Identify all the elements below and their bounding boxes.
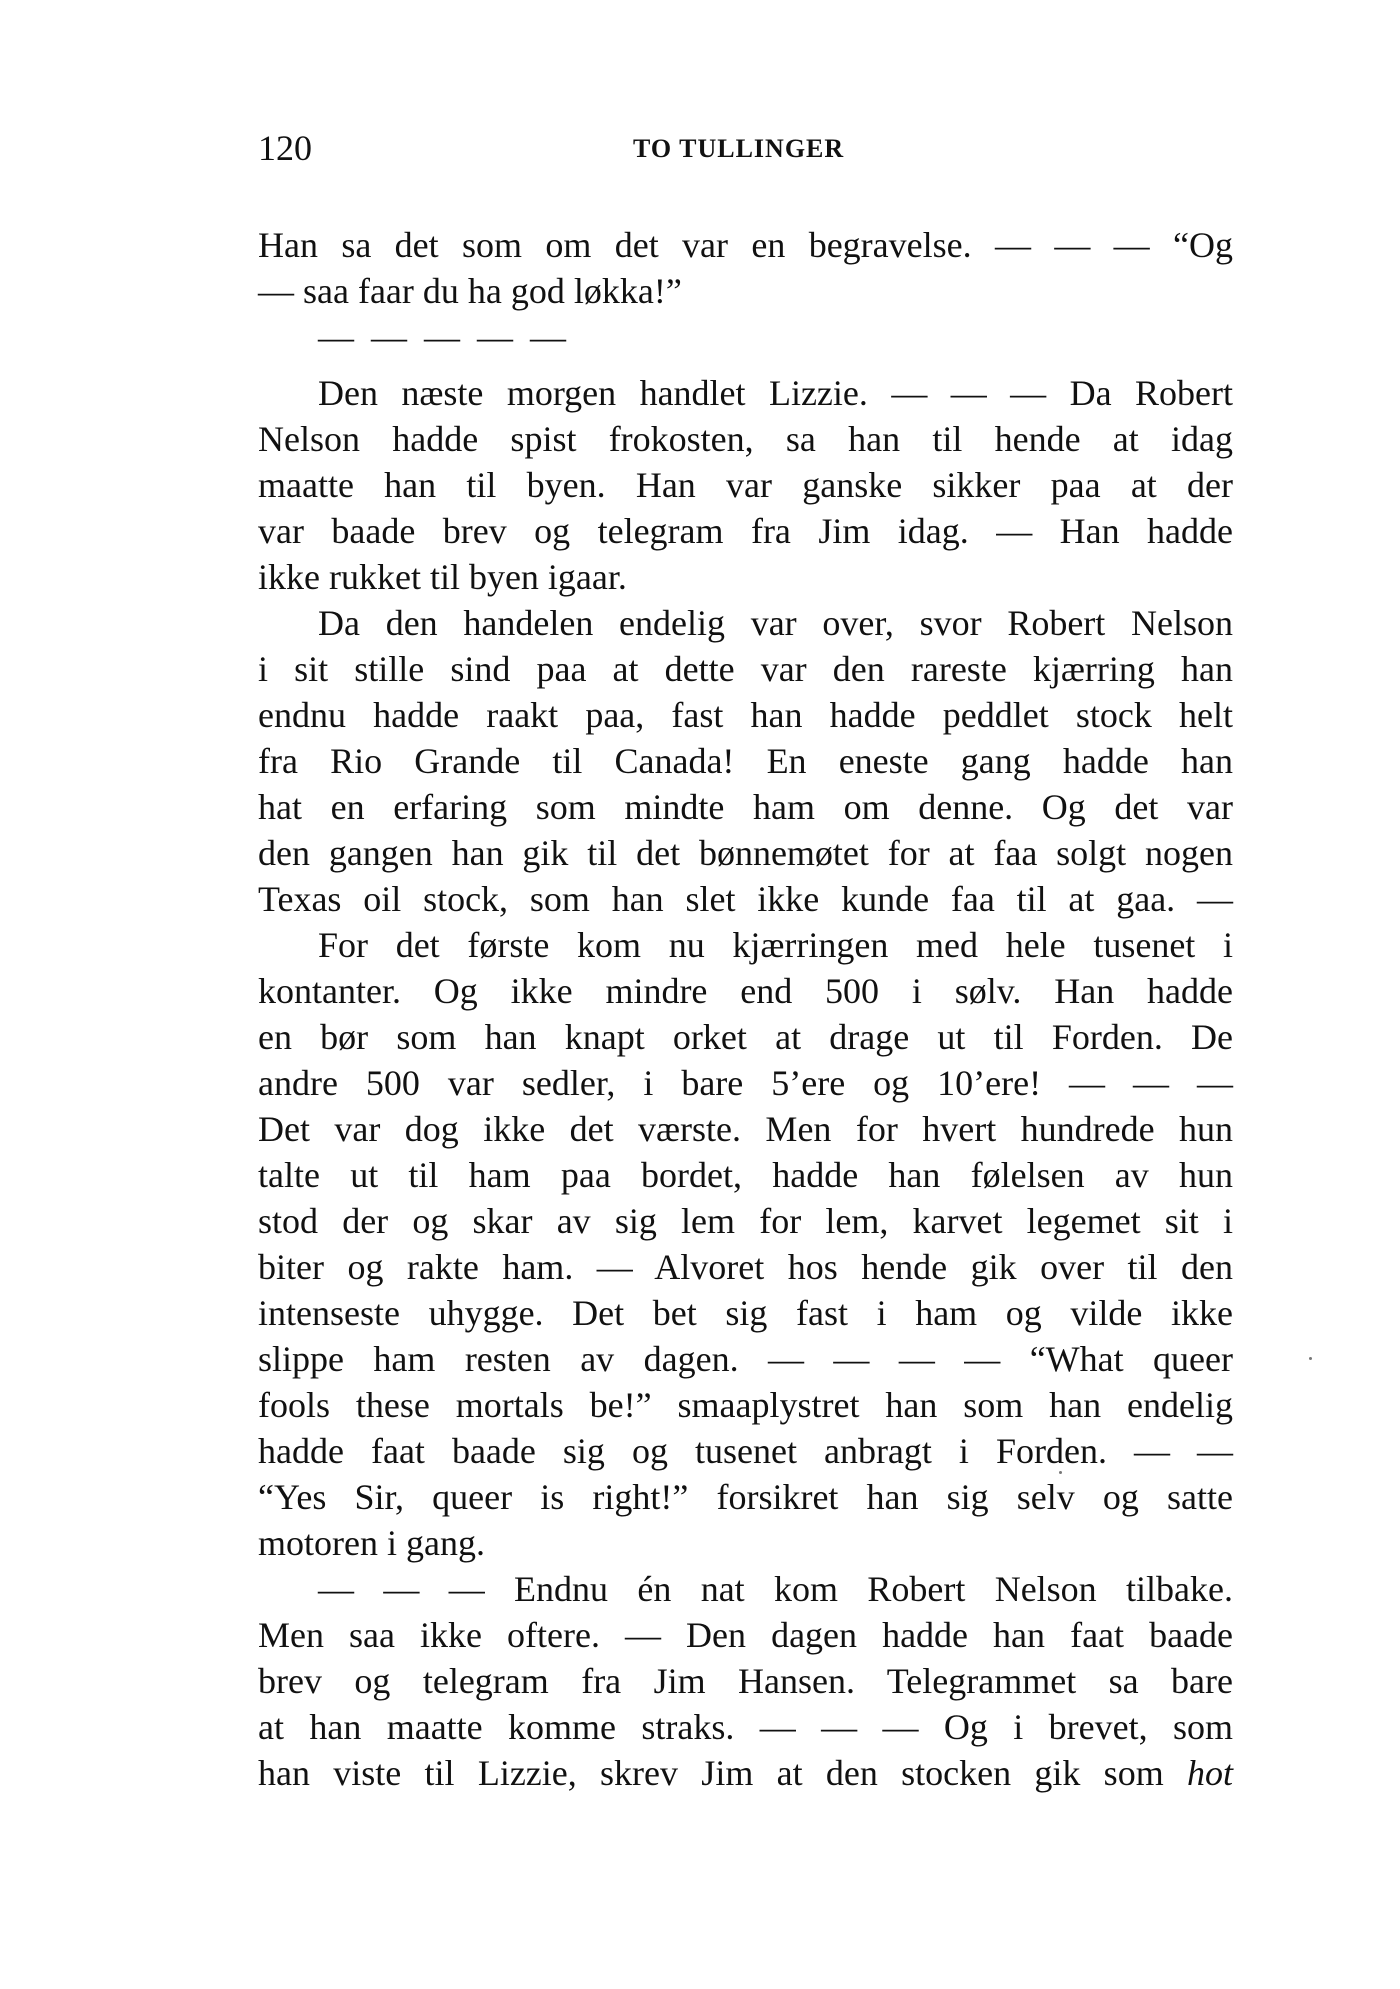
text-line: kontanter. Og ikke mindre end 500 i sølv. Han hadde xyxy=(258,971,1233,1011)
text-line: var baade brev og telegram fra Jim idag. — Han hadde xyxy=(258,511,1233,551)
running-title: TO TULLINGER xyxy=(633,134,845,163)
text-line: maatte han til byen. Han var ganske sikker paa at der xyxy=(258,465,1233,505)
text-line: Han sa det som om det var en begravelse. — — — “Og xyxy=(258,225,1233,265)
text-line: Det var dog ikke det værste. Men for hvert hundrede hun xyxy=(258,1109,1233,1149)
text-line: en bør som han knapt orket at drage ut til Forden. De xyxy=(258,1017,1233,1057)
text-line: motoren i gang. xyxy=(258,1523,485,1563)
text-line: — saa faar du ha god løkka!” xyxy=(258,271,682,311)
text-line: fra Rio Grande til Canada! En eneste gang hadde han xyxy=(258,741,1233,781)
text-line: Men saa ikke oftere. — Den dagen hadde han faat baade xyxy=(258,1615,1233,1655)
text-line: at han maatte komme straks. — — — Og i brevet, som xyxy=(258,1707,1233,1747)
page-number: 120 xyxy=(258,128,312,168)
text-line: — — — Endnu én nat kom Robert Nelson tilbake. xyxy=(318,1569,1233,1609)
text-line: ikke rukket til byen igaar. xyxy=(258,557,627,597)
text-line: slippe ham resten av dagen. — — — — “What queer xyxy=(258,1339,1233,1379)
text-line: hadde faat baade sig og tusenet anbragt i Forden. — — xyxy=(258,1431,1233,1471)
text-line: intenseste uhygge. Det bet sig fast i ham og vilde ikke xyxy=(258,1293,1233,1333)
page-header xyxy=(258,128,1233,168)
text-line: “Yes Sir, queer is right!” forsikret han sig selv og satte xyxy=(258,1477,1233,1517)
text-line: hat en erfaring som mindte ham om denne. Og det var xyxy=(258,787,1233,827)
body-text xyxy=(258,222,1233,1796)
text-line: Texas oil stock, som han slet ikke kunde faa til at gaa. — xyxy=(258,879,1233,919)
text-line-final xyxy=(258,1750,1233,1796)
text-line: For det første kom nu kjærringen med hele tusenet i xyxy=(318,925,1233,965)
final-line-text: han viste til Lizzie, skrev Jim at den stocken gik som xyxy=(258,1753,1164,1793)
text-line: talte ut til ham paa bordet, hadde han følelsen av hun xyxy=(258,1155,1233,1195)
stray-dot xyxy=(1059,1471,1062,1474)
text-line: fools these mortals be!” smaaplystret han som han endelig xyxy=(258,1385,1233,1425)
text-line: andre 500 var sedler, i bare 5’ere og 10’ere! — — — xyxy=(258,1063,1233,1103)
stray-dot xyxy=(1309,1357,1312,1360)
text-line: brev og telegram fra Jim Hansen. Telegrammet sa bare xyxy=(258,1661,1233,1701)
text-line: endnu hadde raakt paa, fast han hadde peddlet stock helt xyxy=(258,695,1233,735)
text-line: stod der og skar av sig lem for lem, karvet legemet sit i xyxy=(258,1201,1233,1241)
italic-word: hot xyxy=(1187,1753,1234,1793)
text-line: Nelson hadde spist frokosten, sa han til hende at idag xyxy=(258,419,1233,459)
text-line: biter og rakte ham. — Alvoret hos hende gik over til den xyxy=(258,1247,1233,1287)
text-line: den gangen han gik til det bønnemøtet for at faa solgt nogen xyxy=(258,833,1233,873)
section-separator: — — — — — xyxy=(318,317,570,357)
text-line: Da den handelen endelig var over, svor Robert Nelson xyxy=(318,603,1233,643)
text-line: i sit stille sind paa at dette var den rareste kjærring han xyxy=(258,649,1233,689)
text-line: Den næste morgen handlet Lizzie. — — — Da Robert xyxy=(318,373,1233,413)
